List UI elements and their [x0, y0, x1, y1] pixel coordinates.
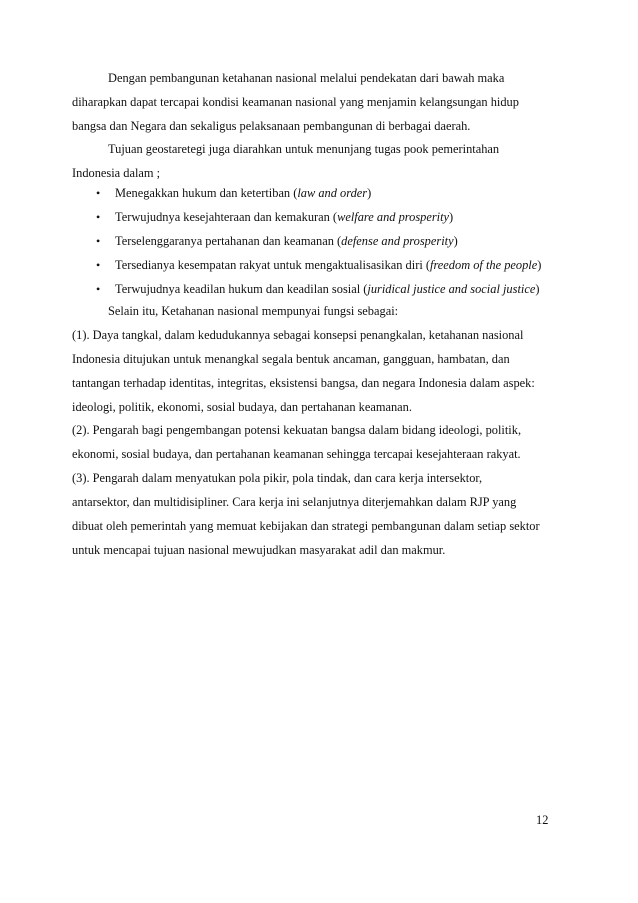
bullet-item-2-text: Terwujudnya kesejahteraan dan kemakuran ( [115, 210, 338, 224]
bullet-item-2 [115, 209, 453, 225]
bullet-item-5 [115, 281, 539, 297]
p6-line-2: antarsektor, dan multidisipliner. Cara kerja ini selanjutnya diterjemahkan dalam RJP yang [72, 495, 517, 509]
bullet-icon: • [96, 234, 101, 248]
bullet-icon: • [96, 210, 101, 224]
p2-line-1: Tujuan geostaretegi juga diarahkan untuk menunjang tugas pook pemerintahan [108, 142, 500, 156]
p5-line-2: ekonomi, sosial budaya, dan pertahanan keamanan sehingga tercapai kesejahteraan rakyat. [72, 447, 521, 461]
bullet-icon: • [96, 258, 101, 272]
p2-line-2: Indonesia dalam ; [72, 166, 161, 180]
p1-line-3: bangsa dan Negara dan sekaligus pelaksanaan pembangunan di berbagai daerah. [72, 119, 471, 133]
bullet-icon: • [96, 282, 101, 296]
bullet-item-1 [115, 185, 371, 201]
bullet-item-2-tail: ) [449, 210, 454, 224]
bullet-item-4 [115, 257, 541, 273]
p4-line-2: Indonesia ditujukan untuk menangkal segala bentuk ancaman, gangguan, hambatan, dan [72, 352, 510, 366]
p5-line-1: (2). Pengarah bagi pengembangan potensi kekuatan bangsa dalam bidang ideologi, politik, [72, 423, 522, 437]
p6-line-4: untuk mencapai tujuan nasional mewujudkan masyarakat adil dan makmur. [72, 543, 446, 557]
bullet-item-5-tail: ) [535, 282, 540, 296]
p6-line-1: (3). Pengarah dalam menyatukan pola pikir, pola tindak, dan cara kerja intersektor, [72, 471, 483, 485]
bullet-item-1-tail: ) [367, 186, 372, 200]
p4-line-4: ideologi, politik, ekonomi, sosial budaya, dan pertahanan keamanan. [72, 400, 412, 414]
bullet-item-3-text: Terselenggaranya pertahanan dan keamanan ( [115, 234, 342, 248]
bullet-item-4-text: Tersedianya kesempatan rakyat untuk mengaktualisasikan diri ( [115, 258, 430, 272]
bullet-item-3-tail: ) [453, 234, 458, 248]
bullet-item-5-italic: juridical justice and social justice [367, 282, 536, 296]
p4-line-3: tantangan terhadap identitas, integritas, eksistensi bangsa, dan negara Indonesia dalam aspek: [72, 376, 535, 390]
bullet-item-3-italic: defense and prosperity [341, 234, 454, 248]
p3-line-1: Selain itu, Ketahanan nasional mempunyai fungsi sebagai: [108, 304, 399, 318]
bullet-item-2-italic: welfare and prosperity [337, 210, 450, 224]
page-number: 12 [536, 813, 549, 827]
p4-line-1: (1). Daya tangkal, dalam kedudukannya sebagai konsepsi penangkalan, ketahanan nasional [72, 328, 524, 342]
bullet-item-1-text: Menegakkan hukum dan ketertiban ( [115, 186, 298, 200]
bullet-item-3 [115, 233, 458, 249]
p1-line-1: Dengan pembangunan ketahanan nasional melalui pendekatan dari bawah maka [108, 71, 505, 85]
p6-line-3: dibuat oleh pemerintah yang memuat kebijakan dan strategi pembangunan dalam setiap sektor [72, 519, 540, 533]
bullet-item-1-italic: law and order [297, 186, 368, 200]
bullet-icon: • [96, 186, 101, 200]
p1-line-2: diharapkan dapat tercapai kondisi keamanan nasional yang menjamin kelangsungan hidup [72, 95, 519, 109]
bullet-item-5-text: Terwujudnya keadilan hukum dan keadilan sosial ( [115, 282, 368, 296]
bullet-item-4-italic: freedom of the people [430, 258, 538, 272]
bullet-item-4-tail: ) [537, 258, 542, 272]
